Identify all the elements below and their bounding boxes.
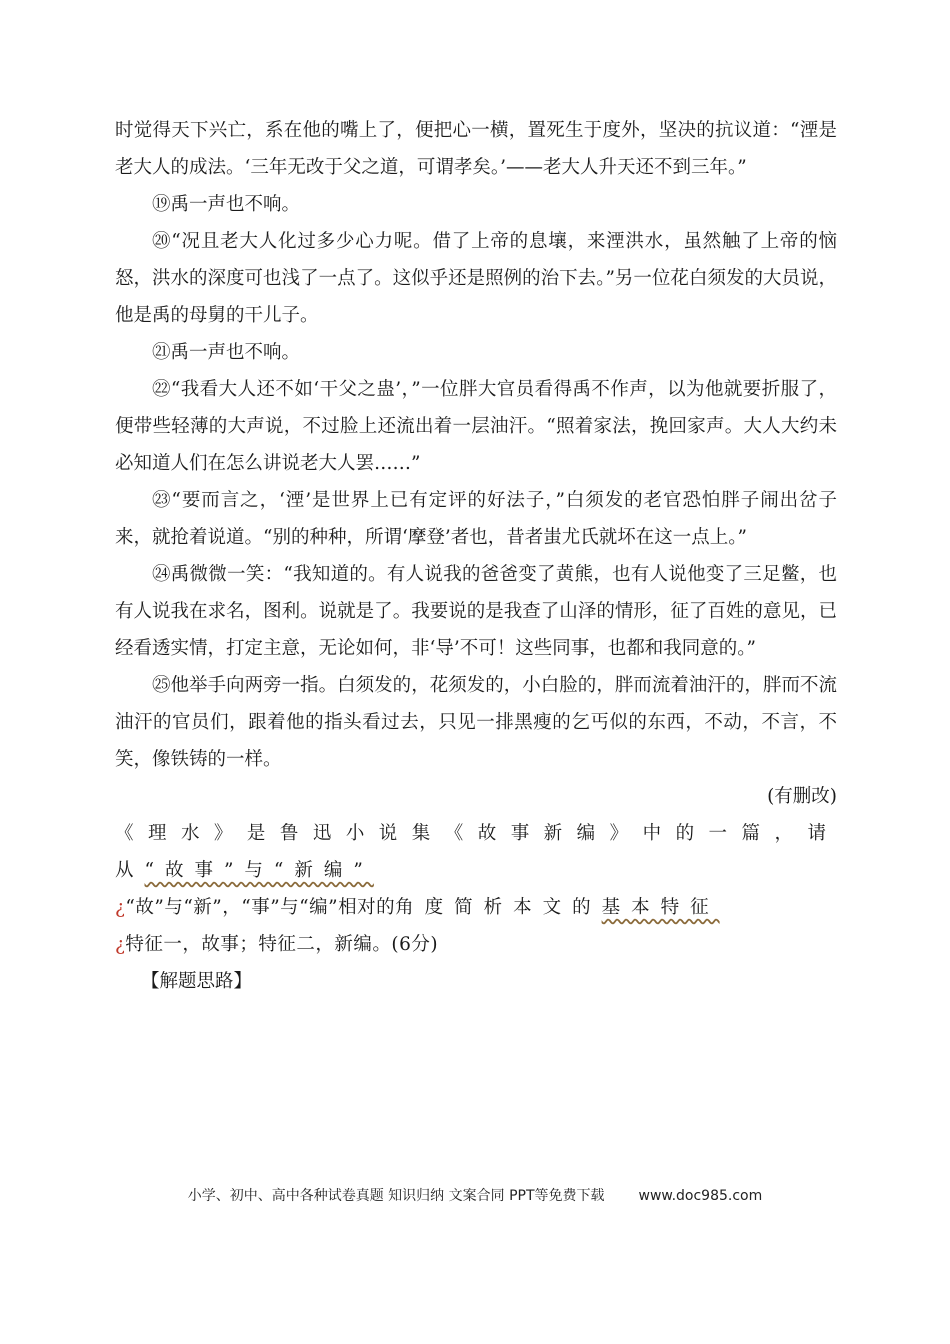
article-body — [115, 112, 837, 1000]
footer-url[interactable]: www.doc985.com — [638, 1188, 763, 1204]
glyph-mark-1: ¿ — [115, 897, 126, 918]
footer — [0, 1185, 950, 1205]
source-note: (有删改) — [767, 786, 837, 807]
footer-text: 小学、初中、高中各种试卷真题 知识归纳 文案合同 PPT等免费下载 — [187, 1188, 605, 1204]
question-part-1a: 《理水》是鲁迅小说集《故事新编》中的一篇，请从 — [115, 823, 837, 881]
paragraph-19: ⑲禹一声也不响。 — [152, 194, 301, 215]
question-part-2b: 角度简析本文的 — [395, 897, 602, 918]
paragraph-22: ㉒“我看大人还不如‘干父之蛊’，”一位胖大官员看得禹不作声，以为他就要折服了，便带些轻薄的大声说，不过脸上还流出着一层油汗。“照着家法，挽回家声。大人大约未必知道人们在怎么讲说老大人罢……” — [115, 379, 837, 474]
question-text — [115, 815, 837, 963]
glyph-mark-2: ¿ — [115, 934, 126, 955]
paragraph-18-continued: 时觉得天下兴亡，系在他的嘴上了，便把心一横，置死生于度外，坚决的抗议道：“湮是老大人的成法。‘三年无改于父之道，可谓孝矣。’——老大人升天还不到三年。” — [115, 120, 837, 178]
paragraph-21: ㉑禹一声也不响。 — [152, 342, 301, 363]
paragraph-20: ⑳“况且老大人化过多少心力呢。借了上帝的息壤，来湮洪水，虽然触了上帝的恼怒，洪水的深度可也浅了一点了。这似乎还是照例的治下去。”另一位花白须发的大员说，他是禹的母舅的干儿子。 — [115, 231, 837, 326]
section-label: 【解题思路】 — [141, 971, 253, 992]
paragraph-23: ㉓“要而言之，‘湮’是世界上已有定评的好法子，”白须发的老官恐怕胖子闹出岔子来，就抢着说道。“别的种种，所谓‘摩登’者也，昔者蚩尤氏就坏在这一点上。” — [115, 490, 837, 548]
question-part-3: 特征一，故事；特征二，新编。(6分) — [125, 934, 439, 955]
paragraph-25: ㉕他举手向两旁一指。白须发的，花须发的，小白脸的，胖而流着油汗的，胖而不流油汗的官员们，跟着他的指头看过去，只见一排黑瘦的乞丐似的东西，不动，不言，不笑，像铁铸的一样。 — [115, 675, 837, 770]
question-wavy-2: 基本特征 — [601, 897, 720, 918]
question-part-2a: “故”与“新”，“事”与“编”相对的 — [125, 897, 396, 918]
paragraph-24: ㉔禹微微一笑：“我知道的。有人说我的爸爸变了黄熊，也有人说他变了三足鳖，也有人说我在求名，图利。说就是了。我要说的是我查了山泽的情形，征了百姓的意见，已经看透实情，打定主意，无论如何，非‘导’不可！这些同事，也都和我同意的。” — [115, 564, 837, 659]
question-wavy-1: “故事”与“新编” — [144, 860, 374, 881]
